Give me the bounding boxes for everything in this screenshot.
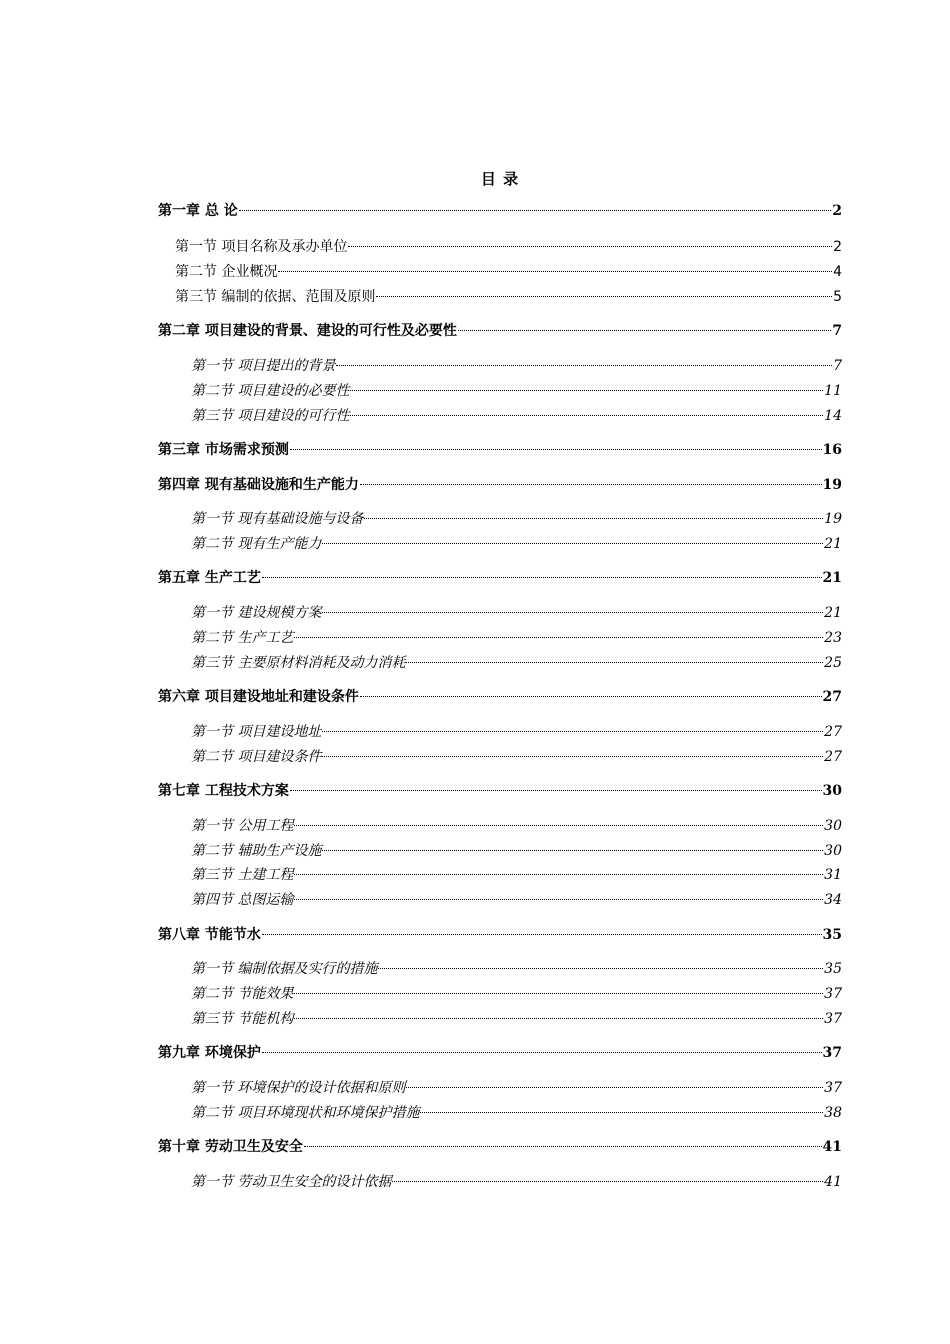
dot-leader (262, 577, 822, 578)
toc-entry-page: 7 (833, 358, 842, 374)
dot-leader (458, 330, 831, 331)
toc-entry-page: 19 (822, 477, 842, 493)
dot-leader (336, 365, 832, 366)
toc-entry-label: 第一章 总 论 (158, 203, 238, 219)
dot-leader (278, 271, 832, 272)
toc-entry-label: 第八章 节能节水 (158, 927, 261, 943)
dot-leader (350, 390, 823, 391)
dot-leader (360, 696, 822, 697)
toc-entry[interactable] (158, 1136, 842, 1158)
toc-entry[interactable] (158, 1042, 842, 1064)
toc-entry[interactable] (191, 1102, 842, 1124)
toc-entry[interactable] (191, 721, 842, 743)
toc-entry-label: 第一节 劳动卫生安全的设计依据 (191, 1174, 392, 1190)
dot-leader (420, 1112, 823, 1113)
toc-entry-label: 第二节 生产工艺 (191, 630, 294, 646)
toc-entry-page: 37 (822, 1045, 842, 1061)
dot-leader (322, 612, 823, 613)
toc-entry-label: 第二章 项目建设的背景、建设的可行性及必要性 (158, 323, 457, 339)
toc-entry[interactable] (191, 746, 842, 768)
toc-entry[interactable] (191, 405, 842, 427)
toc-entry[interactable] (191, 958, 842, 980)
toc-entry-label: 第一节 项目提出的背景 (191, 358, 336, 374)
toc-entry-page: 4 (833, 264, 842, 280)
dot-leader (294, 899, 823, 900)
toc-entry-label: 第一节 项目名称及承办单位 (175, 239, 348, 255)
toc-entry[interactable] (191, 864, 842, 886)
dot-leader (322, 543, 823, 544)
toc-entry-label: 第五章 生产工艺 (158, 570, 261, 586)
toc-entry-page: 5 (833, 289, 842, 305)
toc-entry[interactable] (191, 380, 842, 402)
toc-entry-page: 21 (822, 570, 842, 586)
toc-entry[interactable] (191, 889, 842, 911)
toc-entry-page: 31 (824, 867, 842, 883)
toc-entry-label: 第四节 总图运输 (191, 892, 294, 908)
toc-entry-page: 27 (824, 749, 842, 765)
toc-entry[interactable] (191, 1077, 842, 1099)
toc-entry-label: 第七章 工程技术方案 (158, 783, 289, 799)
toc-entry-page: 37 (824, 1011, 842, 1027)
toc-entry[interactable] (158, 686, 842, 708)
toc-entry[interactable] (191, 652, 842, 674)
toc-entry-page: 11 (824, 383, 842, 399)
toc-entry-page: 2 (832, 203, 842, 219)
toc-entry[interactable] (158, 780, 842, 802)
dot-leader (304, 1146, 822, 1147)
dot-leader (392, 1181, 823, 1182)
toc-entry-page: 27 (824, 724, 842, 740)
toc-entry-page: 38 (824, 1105, 842, 1121)
dot-leader (294, 637, 823, 638)
toc-entry-label: 第三节 编制的依据、范围及原则 (175, 289, 376, 305)
dot-leader (406, 662, 823, 663)
toc-entry-page: 37 (824, 1080, 842, 1096)
toc-entry[interactable] (191, 840, 842, 862)
toc-entry-label: 第一节 项目建设地址 (191, 724, 322, 740)
toc-entry-label: 第三章 市场需求预测 (158, 442, 289, 458)
dot-leader (348, 246, 832, 247)
toc-entry-label: 第三节 项目建设的可行性 (191, 408, 350, 424)
dot-leader (290, 449, 822, 450)
toc-entry-label: 第一节 公用工程 (191, 818, 294, 834)
dot-leader (262, 1052, 822, 1053)
toc-entry-page: 41 (822, 1139, 842, 1155)
dot-leader (239, 210, 832, 211)
toc-entry-page: 21 (824, 536, 842, 552)
dot-leader (294, 874, 823, 875)
toc-entry[interactable] (158, 320, 842, 342)
toc-entry-label: 第三节 节能机构 (191, 1011, 294, 1027)
toc-entry-label: 第二节 项目环境现状和环境保护措施 (191, 1105, 420, 1121)
toc-entry-label: 第二节 辅助生产设施 (191, 843, 322, 859)
toc-entry-label: 第一节 现有基础设施与设备 (191, 511, 364, 527)
toc-entry-page: 2 (833, 239, 842, 255)
toc-entry-page: 30 (824, 818, 842, 834)
dot-leader (322, 850, 823, 851)
toc-entry-page: 27 (822, 689, 842, 705)
toc-entry-label: 第二节 项目建设的必要性 (191, 383, 350, 399)
toc-entry-page: 21 (824, 605, 842, 621)
toc-entry-label: 第三节 主要原材料消耗及动力消耗 (191, 655, 406, 671)
toc-entry[interactable] (191, 508, 842, 530)
toc-entry-page: 35 (822, 927, 842, 943)
toc-entry-label: 第六章 项目建设地址和建设条件 (158, 689, 359, 705)
toc-entry[interactable] (191, 627, 842, 649)
toc-entry[interactable] (158, 567, 842, 589)
toc-entry[interactable] (191, 983, 842, 1005)
dot-leader (376, 296, 832, 297)
page-title: 目 录 (480, 170, 520, 188)
toc-entry[interactable] (175, 236, 842, 258)
toc-entry[interactable] (158, 924, 842, 946)
toc-entry[interactable] (158, 474, 842, 496)
dot-leader (360, 484, 822, 485)
dot-leader (294, 1018, 823, 1019)
toc-entry[interactable] (191, 355, 842, 377)
dot-leader (294, 993, 823, 994)
dot-leader (406, 1087, 823, 1088)
dot-leader (294, 825, 823, 826)
dot-leader (290, 790, 822, 791)
toc-entry-label: 第一节 环境保护的设计依据和原则 (191, 1080, 406, 1096)
toc-entry-label: 第四章 现有基础设施和生产能力 (158, 477, 359, 493)
toc-entry[interactable] (191, 533, 842, 555)
toc-entry-page: 16 (822, 442, 842, 458)
toc-entry-label: 第二节 企业概况 (175, 264, 278, 280)
toc-entry[interactable] (158, 200, 842, 222)
toc-entry-page: 19 (824, 511, 842, 527)
toc-entry-label: 第二节 项目建设条件 (191, 749, 322, 765)
toc-entry-page: 25 (824, 655, 842, 671)
toc-entry-page: 14 (824, 408, 842, 424)
toc-entry[interactable] (191, 815, 842, 837)
toc-entry[interactable] (175, 286, 842, 308)
dot-leader (262, 934, 822, 935)
toc-entry-page: 34 (824, 892, 842, 908)
toc-entry[interactable] (175, 261, 842, 283)
toc-entry[interactable] (191, 1171, 842, 1193)
toc-entry-page: 41 (824, 1174, 842, 1190)
dot-leader (322, 731, 823, 732)
dot-leader (322, 756, 823, 757)
toc-entry-label: 第二节 节能效果 (191, 986, 294, 1002)
toc-entry-page: 7 (832, 323, 842, 339)
dot-leader (364, 518, 823, 519)
toc-entry[interactable] (158, 439, 842, 461)
toc-entry-label: 第九章 环境保护 (158, 1045, 261, 1061)
toc-entry-label: 第一节 建设规模方案 (191, 605, 322, 621)
toc-entry-page: 37 (824, 986, 842, 1002)
toc-entry-label: 第三节 土建工程 (191, 867, 294, 883)
toc-entry-page: 35 (824, 961, 842, 977)
toc-entry-label: 第一节 编制依据及实行的措施 (191, 961, 378, 977)
toc-entry[interactable] (191, 602, 842, 624)
toc-entry[interactable] (191, 1008, 842, 1030)
toc-entry-page: 23 (824, 630, 842, 646)
toc-entry-label: 第二节 现有生产能力 (191, 536, 322, 552)
dot-leader (350, 415, 823, 416)
dot-leader (378, 968, 823, 969)
toc-entry-label: 第十章 劳动卫生及安全 (158, 1139, 303, 1155)
toc-entry-page: 30 (824, 843, 842, 859)
toc-entry-page: 30 (822, 783, 842, 799)
